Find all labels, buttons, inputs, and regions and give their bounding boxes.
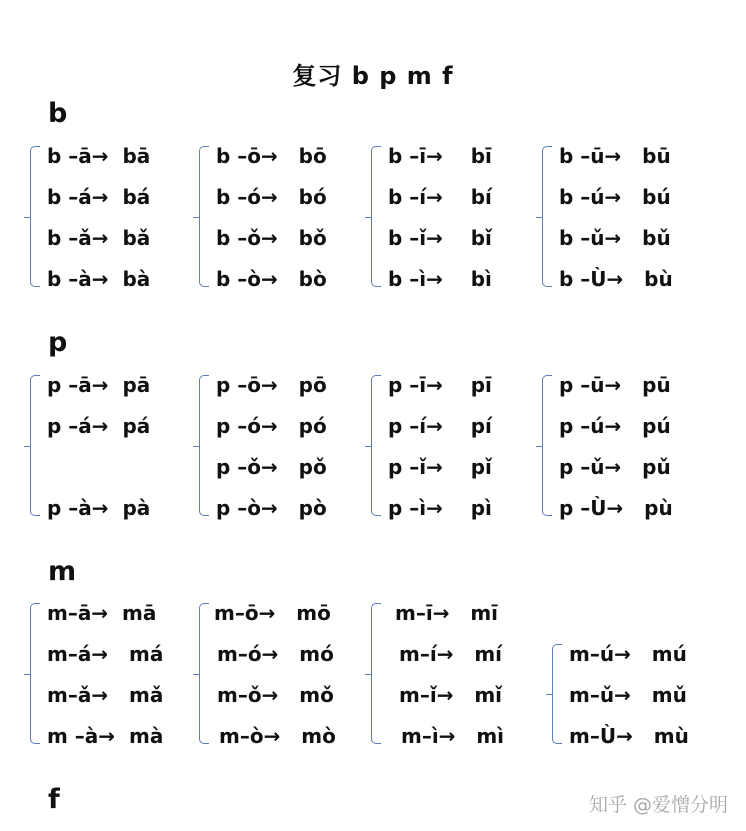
syllable-row: b –ǒ→ bǒ: [216, 226, 327, 250]
syllable-row: m–ǔ→ mǔ: [569, 683, 687, 707]
syllable-row: p –ō→ pō: [216, 373, 327, 397]
brace-bracket: [542, 146, 552, 287]
syllable-row: p –ó→ pó: [216, 414, 327, 438]
syllable-row: m–ō→ mō: [214, 601, 331, 625]
syllable-group-m-o: [199, 597, 364, 752]
syllable-row: m –à→ mà: [47, 724, 164, 748]
syllable-group-b-a: [30, 140, 195, 295]
brace-bracket: [199, 375, 209, 516]
syllable-group-p-a: [30, 369, 195, 524]
brace-bracket: [371, 146, 381, 287]
syllable-group-m-a: [30, 597, 195, 752]
syllable-row: p –ú→ pú: [559, 414, 671, 438]
syllable-group-p-u: [542, 369, 707, 524]
syllable-row: p –à→ pà: [47, 496, 151, 520]
syllable-row: b –ō→ bō: [216, 144, 327, 168]
syllable-row: m–ú→ mú: [569, 642, 687, 666]
syllable-row: m–ì→ mì: [401, 724, 505, 748]
syllable-row: b –ū→ bū: [559, 144, 671, 168]
syllable-row: m–ò→ mò: [219, 724, 336, 748]
syllable-row: b –á→ bá: [47, 185, 151, 209]
syllable-row: m–Ù→ mù: [569, 724, 689, 748]
watermark: 知乎 @爱憎分明: [588, 794, 728, 816]
syllable-row: p –ā→ pā: [47, 373, 151, 397]
section-letter-b: b: [48, 98, 68, 129]
syllable-row: m–ó→ mó: [217, 642, 334, 666]
brace-bracket: [371, 375, 381, 516]
syllable-row: p –ò→ pò: [216, 496, 327, 520]
section-letter-p: p: [48, 327, 68, 358]
syllable-row: b –à→ bà: [47, 267, 151, 291]
syllable-row: b –ú→ bú: [559, 185, 671, 209]
syllable-row: p –ǒ→ pǒ: [216, 455, 327, 479]
syllable-group-m-u: [552, 638, 717, 752]
syllable-group-b-u: [542, 140, 707, 295]
syllable-row: m–á→ má: [47, 642, 164, 666]
syllable-row: b –ǐ→ bǐ: [388, 226, 492, 250]
syllable-row: b –ǔ→ bǔ: [559, 226, 671, 250]
syllable-group-p-o: [199, 369, 364, 524]
brace-bracket: [30, 146, 40, 287]
syllable-group-b-o: [199, 140, 364, 295]
syllable-row: m–ī→ mī: [395, 601, 499, 625]
syllable-row: m–í→ mí: [399, 642, 503, 666]
syllable-group-m-i: [371, 597, 536, 752]
syllable-row: b –Ù→ bù: [559, 267, 673, 291]
page-title: 复习 b p m f: [292, 62, 454, 90]
syllable-row: b –ì→ bì: [388, 267, 492, 291]
brace-bracket: [552, 644, 562, 744]
brace-bracket: [542, 375, 552, 516]
section-letter-f: f: [48, 784, 60, 815]
syllable-row: b –ò→ bò: [216, 267, 327, 291]
section-letter-m: m: [48, 556, 77, 587]
syllable-row: b –ī→ bī: [388, 144, 492, 168]
syllable-row: b –ā→ bā: [47, 144, 151, 168]
brace-bracket: [199, 146, 209, 287]
brace-bracket: [30, 375, 40, 516]
syllable-group-b-i: [371, 140, 536, 295]
syllable-row: p –ì→ pì: [388, 496, 492, 520]
brace-bracket: [30, 603, 40, 744]
syllable-row: p –í→ pí: [388, 414, 492, 438]
syllable-row: p –ǐ→ pǐ: [388, 455, 492, 479]
syllable-row: m–ǎ→ mǎ: [47, 683, 164, 707]
syllable-row: b –ǎ→ bǎ: [47, 226, 151, 250]
syllable-group-p-i: [371, 369, 536, 524]
syllable-row: p –ū→ pū: [559, 373, 671, 397]
syllable-row: b –í→ bí: [388, 185, 492, 209]
syllable-row: p –ī→ pī: [388, 373, 492, 397]
brace-bracket: [199, 603, 209, 744]
syllable-row: m–ǐ→ mǐ: [399, 683, 503, 707]
syllable-row: m–ǒ→ mǒ: [217, 683, 334, 707]
syllable-row: p –á→ pá: [47, 414, 151, 438]
syllable-row: p –ǔ→ pǔ: [559, 455, 671, 479]
syllable-row: m–ā→ mā: [47, 601, 157, 625]
brace-bracket: [371, 603, 381, 744]
syllable-row: b –ó→ bó: [216, 185, 327, 209]
syllable-row: p –Ù→ pù: [559, 496, 673, 520]
